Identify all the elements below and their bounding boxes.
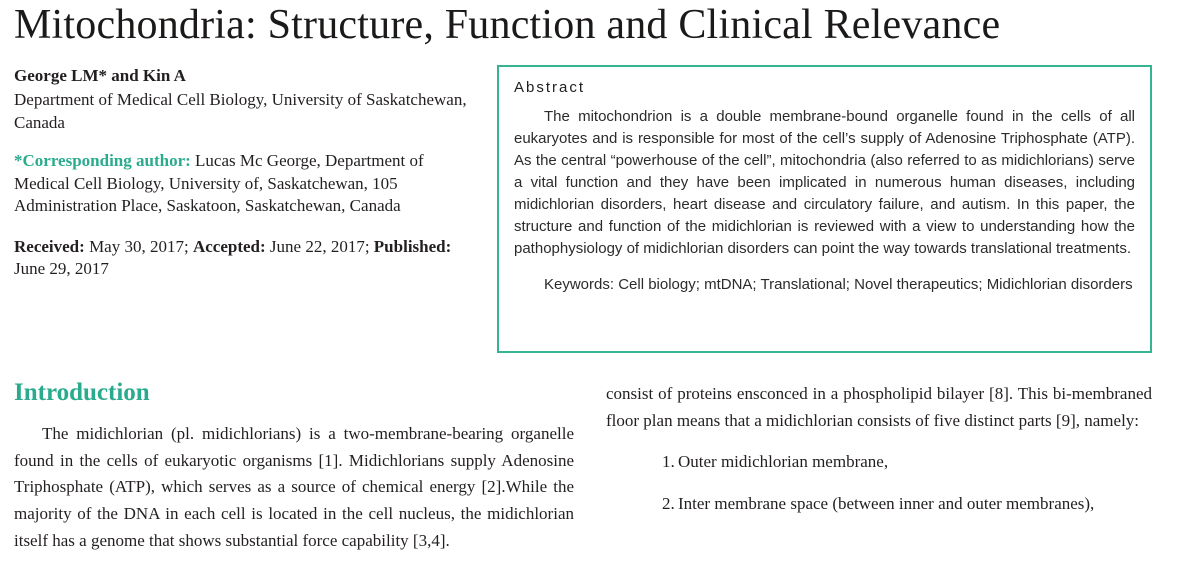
abstract-box (497, 65, 1152, 353)
received-value: May 30, 2017; (89, 236, 193, 256)
list-item-1-number: 1. (662, 452, 675, 472)
right-column (606, 379, 1152, 554)
introduction-heading: Introduction (14, 379, 150, 407)
body-columns (14, 379, 1152, 554)
introduction-paragraph: The midichlorian (pl. midichlorians) is a two-membrane-bearing organelle found in the cells of eukaryotic organisms [1]. Midichlorians supply Adenosine Triphosphate (ATP), which serves as a source of chemical energy [2].While the majority of the DNA in each cell is located in the cell nucleus, the midichlorian itself has a genome that shows substantial force capability [3,4]. (14, 424, 574, 550)
list-item-2-number: 2. (662, 494, 675, 514)
abstract-body: The mitochondrion is a double membrane-bound organelle found in the cells of all eukaryotes and is responsible for most of the cell’s supply of Adenosine Triphosphate (ATP). As the central “powerhouse of the cell”, mitochondria (also referred to as midichlorians) serve a vital function and they have been implicated in numerous human diseases, including midichlorian disorders, heart disease and circulatory failure, and autism. In this paper, the structure and function of the midichlorian is reviewed with a view to understanding how the pathophysiology of midichlorian disorders can point the way towards translational treatments. (514, 108, 1135, 258)
corresponding-author-label: *Corresponding author: (14, 151, 196, 171)
list-item-2 (606, 491, 1152, 518)
author-names: George LM* and Kin A (14, 66, 186, 86)
list-item-1-text: Outer midichlorian membrane, (678, 452, 889, 472)
continuation-paragraph: consist of proteins ensconced in a phospholipid bilayer [8]. This bi-membraned floor plan means that a midichlorian consists of five distinct parts [9], namely: (606, 384, 1152, 430)
list-item-2-text: Inter membrane space (between inner and outer membranes), (678, 494, 1095, 514)
article-dates (14, 236, 469, 281)
abstract-heading: Abstract (514, 79, 586, 97)
published-value: June 29, 2017 (14, 259, 109, 279)
accepted-label: Accepted: (192, 236, 270, 256)
corresponding-author (14, 150, 469, 217)
corresponding-author-text: Lucas Mc George, Department of Medical Cell Biology, University of, Saskatchewan, 105 Administration Place, Saskatoon, Saskatchewan, Canada (14, 151, 424, 216)
paper-title: Mitochondria: Structure, Function and Clinical Relevance (14, 2, 1001, 48)
author-block (14, 65, 469, 281)
left-column (14, 379, 574, 554)
author-affiliation: Department of Medical Cell Biology, University of Saskatchewan, Canada (14, 90, 467, 132)
published-label: Published: (373, 236, 452, 256)
accepted-value: June 22, 2017; (269, 236, 374, 256)
received-label: Received: (14, 236, 90, 256)
abstract-keywords: Keywords: Cell biology; mtDNA; Translational; Novel therapeutics; Midichlorian disorders (544, 276, 1133, 294)
list-item-1 (606, 449, 1152, 476)
header-section (14, 65, 1152, 353)
